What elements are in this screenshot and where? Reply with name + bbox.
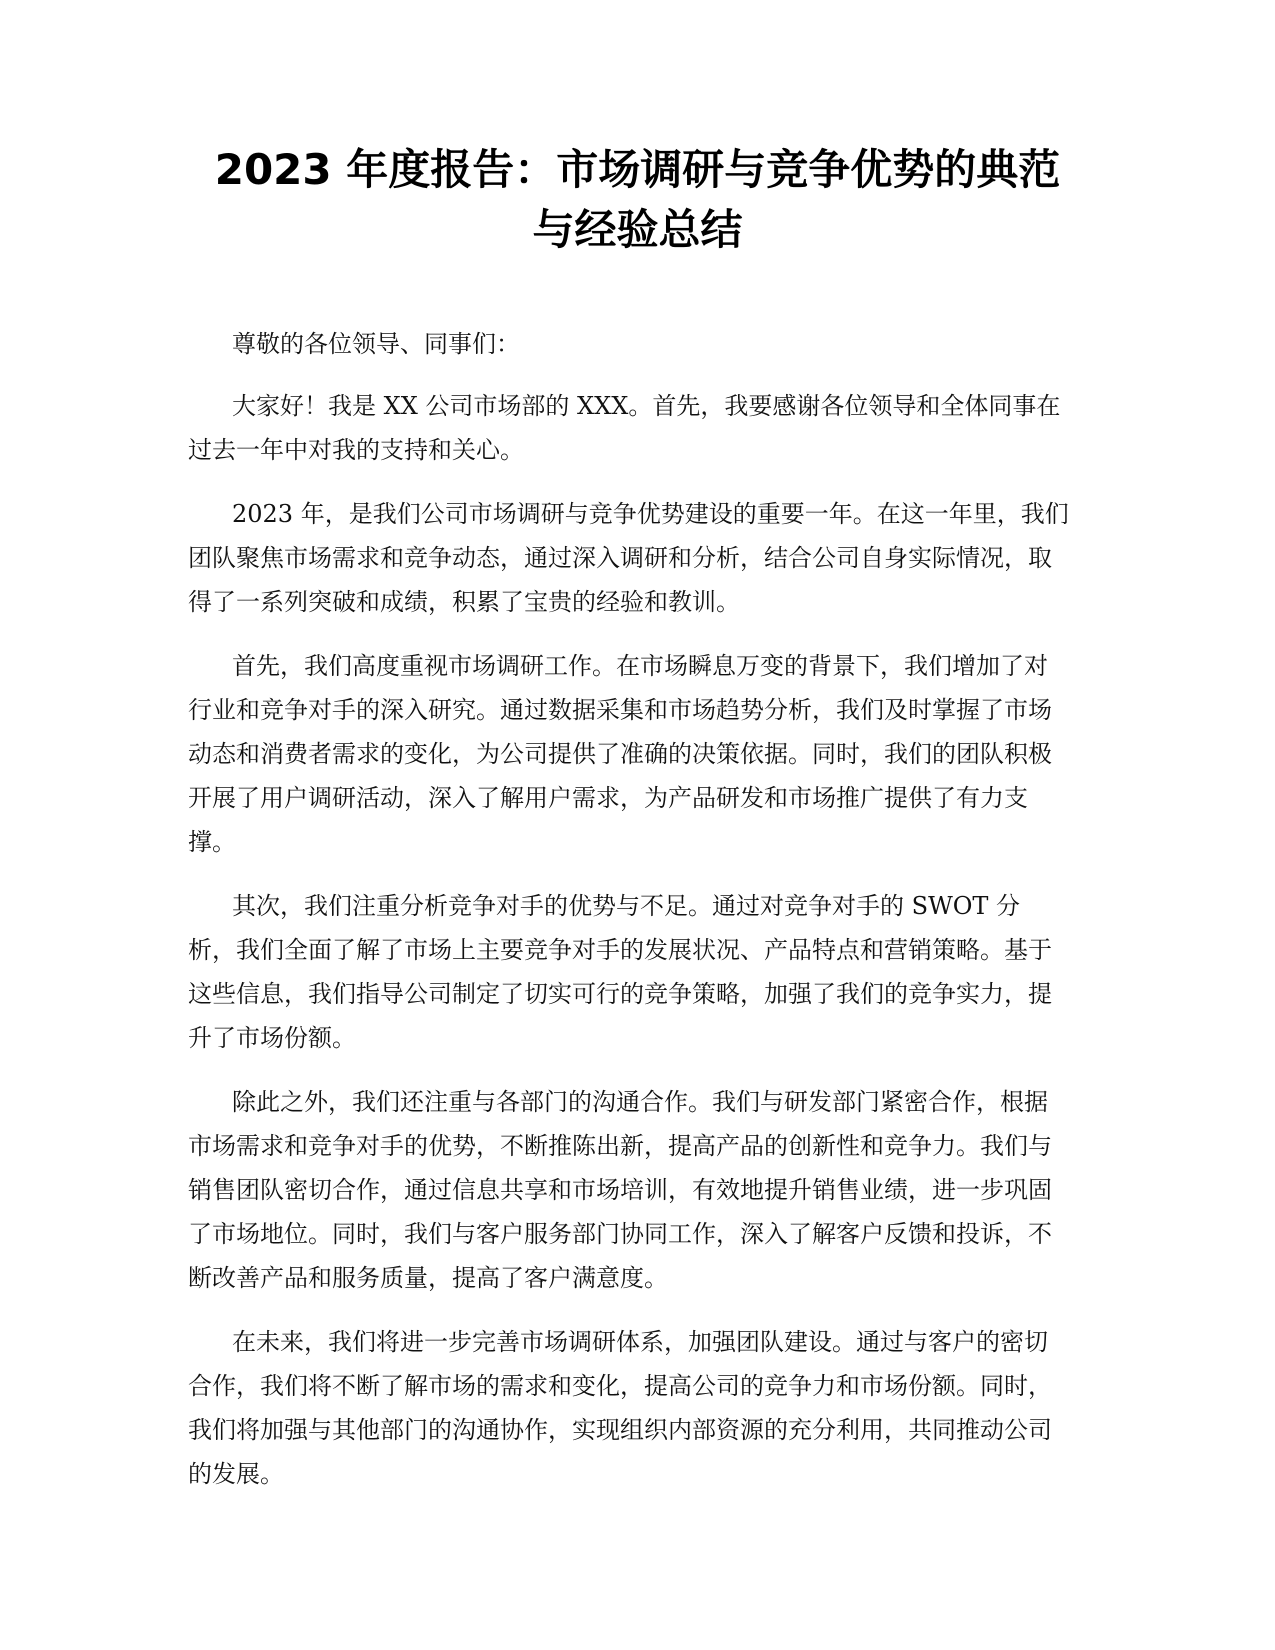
paragraph-line: 行业和竞争对手的深入研究。通过数据采集和市场趋势分析，我们及时掌握了市场	[188, 696, 1052, 724]
paragraph-overview	[188, 492, 1088, 624]
paragraph-line: 的发展。	[188, 1460, 284, 1488]
paragraph-line: 动态和消费者需求的变化，为公司提供了准确的决策依据。同时，我们的团队积极	[188, 740, 1052, 768]
title-line: 与经验总结	[532, 205, 743, 254]
paragraph-line: 在未来，我们将进一步完善市场调研体系，加强团队建设。通过与客户的密切	[232, 1328, 1048, 1356]
paragraph-line: 其次，我们注重分析竞争对手的优势与不足。通过对竞争对手的 SWOT 分	[232, 892, 1021, 920]
paragraph-competitor-analysis	[188, 884, 1088, 1060]
paragraph-line: 我们将加强与其他部门的沟通协作，实现组织内部资源的充分利用，共同推动公司	[188, 1416, 1052, 1444]
paragraph-line: 断改善产品和服务质量，提高了客户满意度。	[188, 1264, 668, 1292]
paragraph-line: 首先，我们高度重视市场调研工作。在市场瞬息万变的背景下，我们增加了对	[232, 652, 1048, 680]
paragraph-line: 销售团队密切合作，通过信息共享和市场培训，有效地提升销售业绩，进一步巩固	[188, 1176, 1052, 1204]
paragraph-line: 大家好！我是 XX 公司市场部的 XXX。首先，我要感谢各位领导和全体同事在	[232, 392, 1061, 420]
paragraph-line: 过去一年中对我的支持和关心。	[188, 436, 524, 464]
paragraph-line: 撑。	[188, 828, 236, 856]
paragraph-future	[188, 1320, 1088, 1496]
paragraph-line: 开展了用户调研活动，深入了解用户需求，为产品研发和市场推广提供了有力支	[188, 784, 1028, 812]
paragraph-line: 市场需求和竞争对手的优势，不断推陈出新，提高产品的创新性和竞争力。我们与	[188, 1132, 1052, 1160]
paragraph-collaboration	[188, 1080, 1088, 1300]
paragraph-greeting	[188, 384, 1088, 472]
paragraph-line: 合作，我们将不断了解市场的需求和变化，提高公司的竞争力和市场份额。同时，	[188, 1372, 1052, 1400]
paragraph-salutation	[188, 322, 1088, 366]
document-title	[160, 140, 1115, 260]
paragraph-line: 了市场地位。同时，我们与客户服务部门协同工作，深入了解客户反馈和投诉，不	[188, 1220, 1052, 1248]
paragraph-line: 升了市场份额。	[188, 1024, 356, 1052]
paragraph-market-research	[188, 644, 1088, 864]
paragraph-line: 2023 年，是我们公司市场调研与竞争优势建设的重要一年。在这一年里，我们	[232, 500, 1069, 528]
paragraph-line: 除此之外，我们还注重与各部门的沟通合作。我们与研发部门紧密合作，根据	[232, 1088, 1048, 1116]
paragraph-line: 得了一系列突破和成绩，积累了宝贵的经验和教训。	[188, 588, 740, 616]
paragraph-line: 尊敬的各位领导、同事们：	[232, 330, 520, 358]
document-body	[188, 322, 1088, 1496]
paragraph-line: 这些信息，我们指导公司制定了切实可行的竞争策略，加强了我们的竞争实力，提	[188, 980, 1052, 1008]
title-line: 2023 年度报告：市场调研与竞争优势的典范	[214, 145, 1061, 194]
paragraph-line: 团队聚焦市场需求和竞争动态，通过深入调研和分析，结合公司自身实际情况，取	[188, 544, 1052, 572]
paragraph-line: 析，我们全面了解了市场上主要竞争对手的发展状况、产品特点和营销策略。基于	[188, 936, 1052, 964]
